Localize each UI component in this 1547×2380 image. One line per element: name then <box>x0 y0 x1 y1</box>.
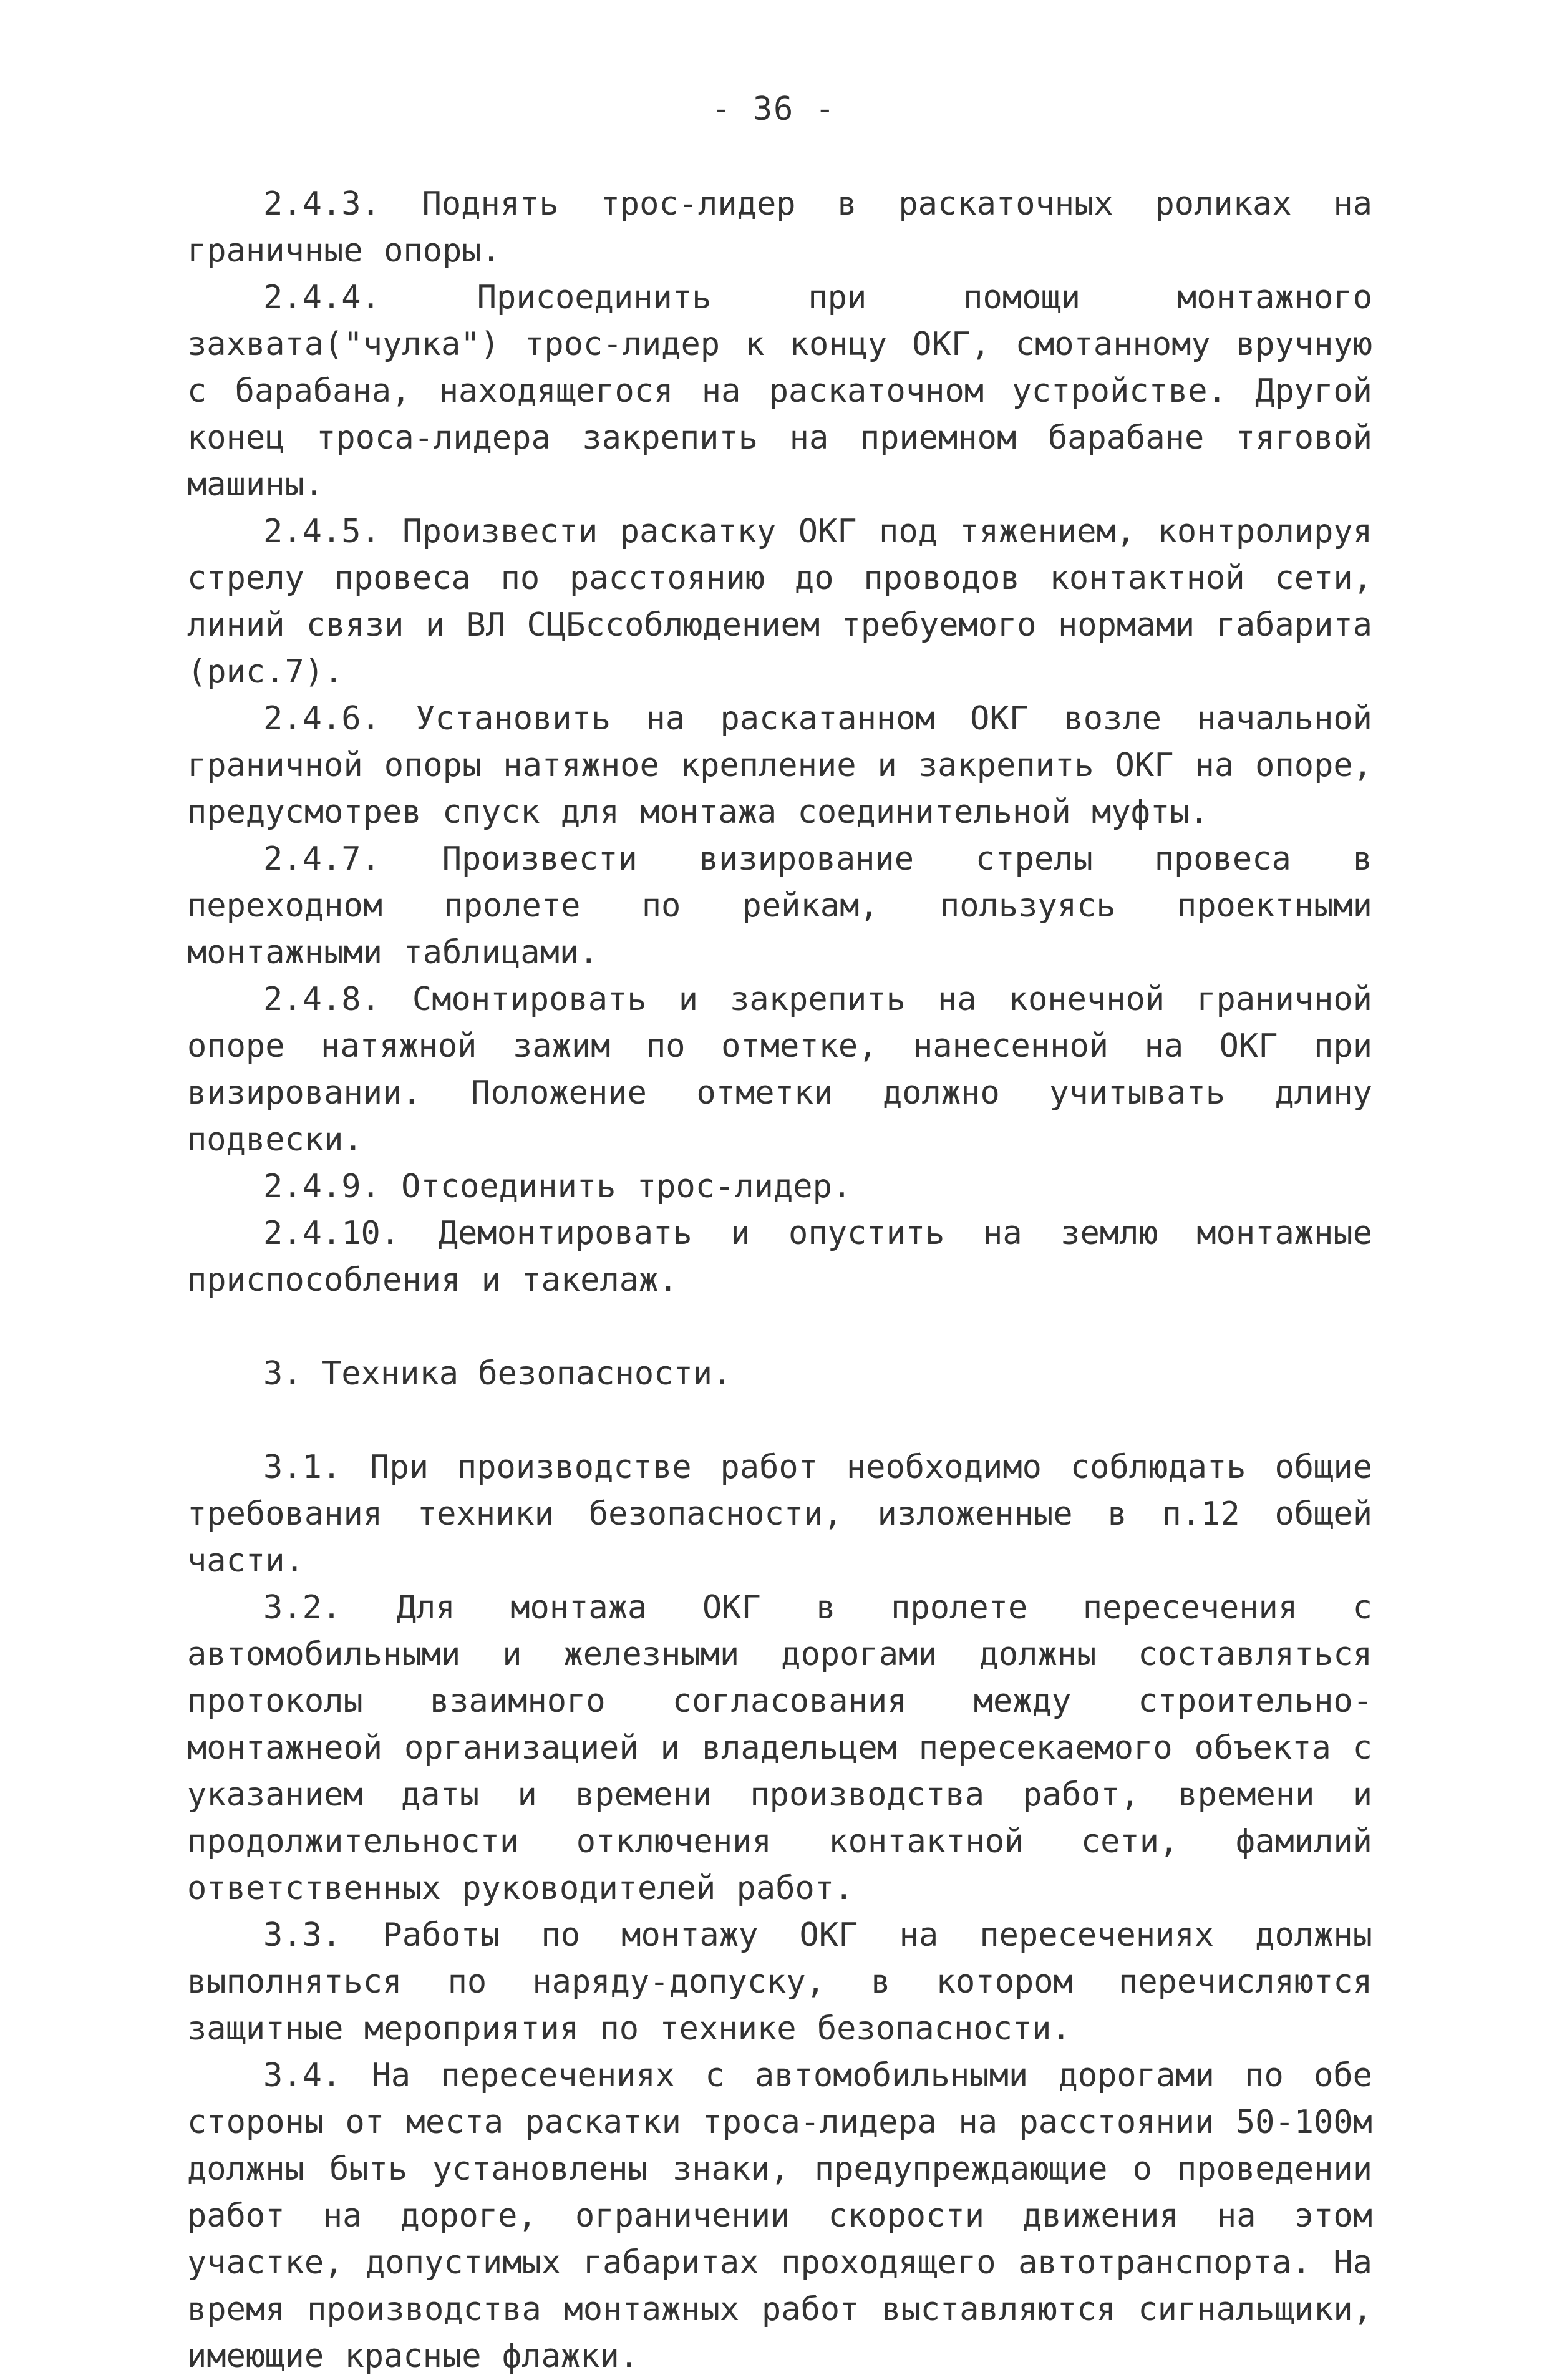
document-body <box>187 181 1372 2380</box>
paragraph-2-4-6: 2.4.6. Установить на раскатанном ОКГ возле начальной граничной опоры натяжное крепление и закрепить ОКГ на опоре, предусмотрев спуск для монтажа соединительной муфты. <box>187 700 1372 831</box>
paragraph-3-1: 3.1. При производстве работ необходимо соблюдать общие требования техники безопасности, изложенные в п.12 общей части. <box>187 1449 1372 1580</box>
paragraph-2-4-8: 2.4.8. Смонтировать и закрепить на конечной граничной опоре натяжной зажим по отметке, нанесенной на ОКГ при визировании. Положение отметки должно учитывать длину подвески. <box>187 981 1372 1158</box>
spacer <box>187 1304 1372 1351</box>
paragraph-3-2: 3.2. Для монтажа ОКГ в пролете пересечения с автомобильными и железными дорогами должны составляться протоколы взаимного согласования между строительно-монтажнеой организацией и владельцем пересекаемого объекта с указанием даты и времени производства работ, времени и продолжительности отключения контактной сети, фамилий ответственных руководителей работ. <box>187 1589 1372 1907</box>
paragraph-2-4-9: 2.4.9. Отсоединить трос-лидер. <box>263 1168 852 1205</box>
paragraph-2-4-4: 2.4.4. Присоединить при помощи монтажного захвата("чулка") трос-лидер к концу ОКГ, смотанному вручную с барабана, находящегося на раскаточном устройстве. Другой конец троса-лидера закрепить на приемном барабане тяговой машины. <box>187 279 1372 503</box>
page-number: - 36 - <box>711 90 836 128</box>
spacer <box>187 1397 1372 1444</box>
paragraph-2-4-5: 2.4.5. Произвести раскатку ОКГ под тяжением, контролируя стрелу провеса по расстоянию до проводов контактной сети, линий связи и ВЛ СЦБссоблюдением требуемого нормами габарита (рис.7). <box>187 513 1372 691</box>
paragraph-2-4-10: 2.4.10. Демонтировать и опустить на землю монтажные приспособления и такелаж. <box>187 1215 1372 1299</box>
paragraph-3-3: 3.3. Работы по монтажу ОКГ на пересечениях должны выполняться по наряду-допуску, в котором перечисляются защитные мероприятия по технике безопасности. <box>187 1916 1372 2047</box>
paragraph-2-4-3: 2.4.3. Поднять трос-лидер в раскаточных роликах на граничные опоры. <box>187 185 1372 270</box>
paragraph-3-4: 3.4. На пересечениях с автомобильными дорогами по обе стороны от места раскатки троса-лидера на расстоянии 50-100м должны быть установлены знаки, предупреждающие о проведении работ на дороге, ограничении скорости движения на этом участке, допустимых габаритах проходящего автотранспорта. На время производства монтажных работ выставляются сигнальщики, имеющие красные флажки. <box>187 2057 1372 2375</box>
section-heading: 3. Техника безопасности. <box>263 1355 732 1392</box>
paragraph-2-4-7: 2.4.7. Произвести визирование стрелы провеса в переходном пролете по рейкам, пользуясь проектными монтажными таблицами. <box>187 840 1372 971</box>
